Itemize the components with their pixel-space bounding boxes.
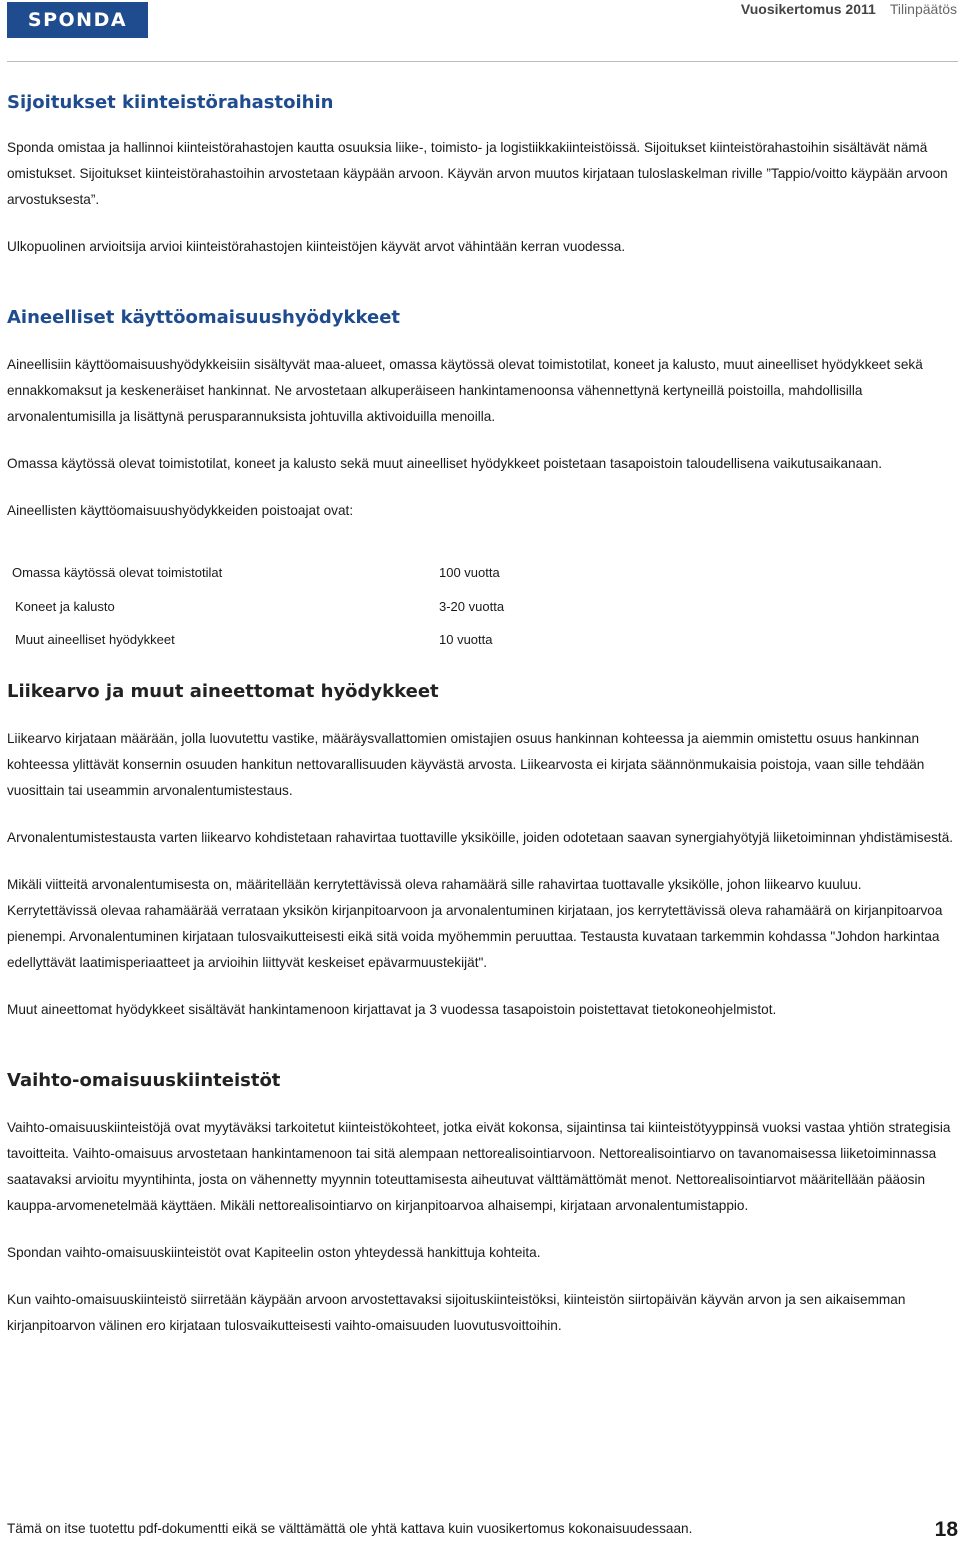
depreciation-table [7, 556, 504, 657]
table-cell-item: Muut aineelliset hyödykkeet [15, 632, 175, 648]
sponda-logo [7, 2, 148, 38]
table-cell-item: Omassa käytössä olevat toimistotilat [12, 565, 223, 581]
paragraph: Muut aineettomat hyödykkeet sisältävät hankintamenoon kirjattavat ja 3 vuodessa tasapoistoin poistettavat tietokoneohjelmistot. [7, 1001, 777, 1017]
paragraph: Kun vaihto-omaisuuskiinteistö siirretään käypään arvoon arvostettavaksi sijoituskiinteistöksi, kiinteistön siirtopäivän käyvän arvon ja sen aikaisemman kirjanpitoarvon välinen ero kirjataan tulosvaikutteisesti vaihto-omaisuuden luovutusvoittoihin. [7, 1291, 906, 1333]
section-heading-vaihto-omaisuus: Vaihto-omaisuuskiinteistöt [7, 1069, 281, 1091]
paragraph: Omassa käytössä olevat toimistotilat, koneet ja kalusto sekä muut aineelliset hyödykkeet poistetaan tasapoistoin taloudellisena vaikutusaikanaan. [7, 456, 883, 471]
footer-disclaimer: Tämä on itse tuotettu pdf-dokumentti eikä se välttämättä ole yhtä kattava kuin vuosikertomus kokonaisuudessaan. [7, 1521, 693, 1536]
document-body [7, 90, 955, 1339]
report-header [741, 0, 957, 18]
table-cell-period: 10 vuotta [439, 632, 493, 648]
table-row [7, 556, 504, 590]
table-row [7, 623, 504, 657]
table-cell-item: Koneet ja kalusto [15, 598, 115, 614]
table-cell-period: 100 vuotta [439, 565, 500, 581]
report-title: Vuosikertomus 2011 [740, 1, 876, 17]
header-divider [7, 61, 958, 62]
paragraph: Arvonalentumistestausta varten liikearvo kohdistetaan rahavirtaa tuottaville yksiköille, joiden odotetaan saavan synergiahyötyjä liiketoiminnan yhdistämisestä. [7, 829, 954, 845]
paragraph: Aineellisiin käyttöomaisuushyödykkeisiin sisältyvät maa-alueet, omassa käytössä olevat toimistotilat, koneet ja kalusto, muut aineelliset hyödykkeet sekä ennakkomaksut ja keskeneräiset hankinnat. Ne arvostetaan alkuperäiseen hankintamenoonsa vähennettynä kertyneillä poistoilla, mahdollisilla arvonalentumisilla ja lisättynä perusparannuksista johtuvilla aktivoiduilla menoilla. [7, 357, 923, 424]
paragraph: Spondan vaihto-omaisuuskiinteistöt ovat Kapiteelin oston yhteydessä hankittuja kohteita. [7, 1244, 541, 1260]
paragraph: Mikäli viitteitä arvonalentumisesta on, määritellään kerrytettävissä oleva rahamäärä sille rahavirtaa tuottavalle yksikölle, johon liikearvo kuuluu. Kerrytettävissä olevaa rahamäärää verrataan yksikön kirjanpitoarvoon ja arvonalentuminen kirjataan, jos kerrytettävissä oleva rahamäärä on kirjanpitoarvoa pienempi. Arvonalentuminen kirjataan tulosvaikutteisesti eikä sitä voida myöhemmin peruuttaa. Testausta kuvataan tarkemmin kohdassa "Johdon harkintaa edellyttävät laatimisperiaatteet ja arvioihin liittyvät keskeiset epävarmuustekijät". [7, 876, 943, 970]
section-heading-aineelliset: Aineelliset käyttöomaisuushyödykkeet [7, 307, 401, 328]
table-cell-period: 3-20 vuotta [439, 598, 505, 614]
report-section: Tilinpäätös [889, 1, 957, 17]
paragraph: Liikearvo kirjataan määrään, jolla luovutettu vastike, määräysvallattomien omistajien osuus hankinnan kohteessa ja aiemmin omistettu osuus hankinnan kohteessa ylittävät konsernin osuuden hankitun nettovarallisuuden käyvästä arvosta. Liikearvosta ei kirjata säännönmukaisia poistoja, vaan sille tehdään vuosittain tai useammin arvonalentumistestaus. [7, 730, 925, 798]
section-heading-kiinteistorahastot: Sijoitukset kiinteistörahastoihin [7, 92, 334, 113]
paragraph: Vaihto-omaisuuskiinteistöjä ovat myytäväksi tarkoitetut kiinteistökohteet, jotka eivät kokonsa, sijaintinsa tai kiinteistötyyppinsä vuoksi vastaa yhtiön strategisia tavoitteita. Vaihto-omaisuus arvostetaan hankintamenoon tai sitä alempaan nettorealisointiarvoon. Nettorealisointiarvo on tavanomaisessa liiketoiminnassa saatavaksi arvioitu myyntihinta, josta on vähennetty myynnin toteuttamisesta aiheutuvat välttämättömät menot. Nettorealisointiarvot määritellään pääosin kauppa-arvomenetelmää käyttäen. Mikäli nettorealisointiarvo on kirjanpitoarvoa alhaisempi, kirjataan arvonalentumistappio. [7, 1119, 951, 1213]
logo-text: SPONDA [27, 9, 128, 31]
paragraph: Sponda omistaa ja hallinnoi kiinteistörahastojen kautta osuuksia liike-, toimisto- ja logistiikkakiinteistöissä. Sijoitukset kiinteistörahastoihin sisältävät nämä omistukset. Sijoitukset kiinteistörahastoihin arvostetaan käypään arvoon. Käyvän arvon muutos kirjataan tuloslaskelman riville ”Tappio/voitto käypään arvoon arvostuksesta”. [7, 140, 948, 207]
paragraph: Ulkopuolinen arvioitsija arvioi kiinteistörahastojen kiinteistöjen käyvät arvot vähintään kerran vuodessa. [7, 239, 626, 254]
section-heading-liikearvo: Liikearvo ja muut aineettomat hyödykkeet [7, 680, 439, 702]
page-number: 18 [934, 1518, 958, 1541]
paragraph: Aineellisten käyttöomaisuushyödykkeiden poistoajat ovat: [7, 503, 354, 518]
table-row [7, 590, 504, 624]
